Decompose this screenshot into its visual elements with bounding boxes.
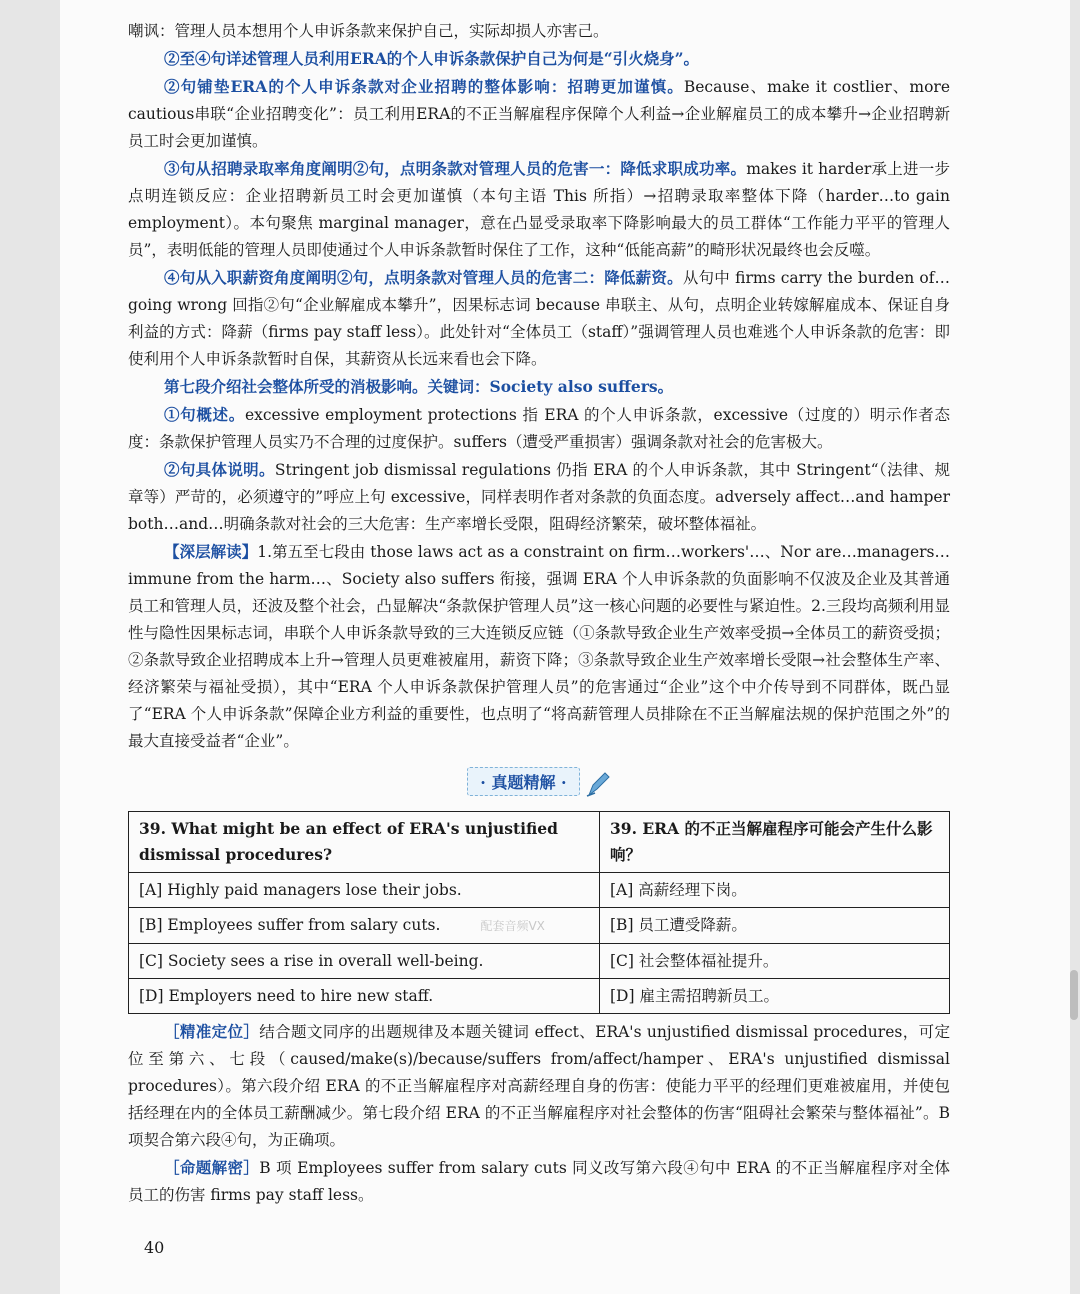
option-c-en: [C] Society sees a rise in overall well-being. <box>129 944 600 979</box>
option-b-zh: [B] 员工遭受降薪。 <box>600 908 950 944</box>
highlighted-text: 第七段介绍社会整体所受的消极影响。关键词：Society also suffers。 <box>164 377 674 396</box>
highlighted-text: ③句从招聘录取率角度阐明②句，点明条款对管理人员的危害一：降低求职成功率。 <box>164 159 747 178</box>
body-text: 从句中 firms carry the burden of…going wrong 回指②句“企业解雇成本攀升”，因果标志词 because 串联主、从句，点明企业转嫁解雇成本、保证自身利益的方式：降薪（firms pay staff less）。此处针对“全体员工（staff）”强调管理人员也难逃个人申诉条款的危害：即使利用个人申诉条款暂时自保，其薪资从长远来看也会下降。 <box>128 269 950 368</box>
highlighted-text: ［命题解密］ <box>164 1158 260 1177</box>
body-text: 1.第五至七段由 those laws act as a constraint on firm…workers'…、Nor are…managers…immune from the harm…、Society also suffers 衔接，强调 ERA 个人申诉条款的负面影响不仅波及企业及其普通员工和管理人员，还波及整个社会，凸显解决“条款保护管理人员”这一核心问题的必要性与紧迫性。2.三段均高频利用显性与隐性因果标志词，串联个人申诉条款导致的三大连锁反应链（①条款导致企业生产效率受损→全体员工的薪资受损；②条款导致企业招聘成本上升→管理人员更难被雇用，薪资下降；③条款导致企业生产效率增长受限→社会整体生产率、经济繁荣与福祉受损），其中“ERA 个人申诉条款保护管理人员”的危害通过“企业”这个中介传导到不同群体，既凸显了“ERA 个人申诉条款”保障企业方利益的重要性，也点明了“将高薪管理人员排除在不正当解雇法规的保护范围之外”的最大直接受益者“企业”。 <box>128 543 950 750</box>
highlighted-text: ④句从入职薪资角度阐明②句，点明条款对管理人员的危害二：降低薪资。 <box>164 268 683 287</box>
highlighted-text: ①句概述。 <box>164 405 245 424</box>
option-row <box>129 908 950 944</box>
option-d-en: [D] Employers need to hire new staff. <box>129 979 600 1014</box>
highlighted-text: ②句铺垫ERA的个人申诉条款对企业招聘的整体影响：招聘更加谨慎。 <box>164 77 684 96</box>
scrollbar-thumb[interactable] <box>1070 970 1078 1020</box>
document-page <box>60 0 1070 1294</box>
analysis-paragraphs <box>128 18 950 755</box>
highlighted-text: ②句具体说明。 <box>164 460 275 479</box>
explanation-paragraphs <box>128 1018 950 1209</box>
option-row <box>129 873 950 908</box>
question-table <box>128 811 950 1014</box>
paragraph <box>128 1154 950 1209</box>
paragraph <box>128 456 950 538</box>
body-text: 结合题文同序的出题规律及本题关键词 effect、ERA's unjustified dismissal procedures，可定位至第六、七段（caused/make(s)/because/suffers from/affect/hamper、ERA's unjustified dismissal procedures）。第六段介绍 ERA 的不正当解雇程序对高薪经理自身的伤害：使能力平平的经理们更难被雇用，并使包括经理在内的全体员工薪酬减少。第七段介绍 ERA 的不正当解雇程序对社会整体的伤害“阻碍社会繁荣与整体福祉”。B 项契合第六段④句，为正确项。 <box>128 1023 950 1149</box>
body-text: makes it harder承上进一步点明连锁反应：企业招聘新员工时会更加谨慎（本句主语 This 所指）→招聘录取率整体下降（harder…to gain employment）。本句聚焦 marginal manager，意在凸显受录取率下降影响最大的员工群体“工作能力平平的管理人员”，表明低能的管理人员即使通过个人申诉条款暂时保住了工作，这种“低能高薪”的畸形状况最终也会反噬。 <box>128 160 950 259</box>
option-b-en: [B] Employees suffer from salary cuts. <box>139 916 441 934</box>
paragraph <box>128 18 950 45</box>
paragraph <box>128 73 950 155</box>
body-text: Stringent job dismissal regulations 仍指 ERA 的个人申诉条款，其中 Stringent“（法律、规章等）严苛的，必须遵守的”呼应上句 excessive，同样表明作者对条款的负面态度。adversely affect…and hamper both…and…明确条款对社会的三大危害：生产率增长受限，阻碍经济繁荣，破坏整体福祉。 <box>128 461 950 533</box>
highlighted-text: ［精准定位］ <box>164 1022 260 1041</box>
section-heading-label: · 真题精解 · <box>467 767 579 796</box>
option-b-en-cell <box>129 908 600 944</box>
pen-icon <box>585 771 611 797</box>
option-row <box>129 944 950 979</box>
paragraph <box>128 538 950 755</box>
paragraph <box>128 155 950 264</box>
section-heading <box>128 767 950 799</box>
body-text: excessive employment protections 指 ERA 的个人申诉条款，excessive（过度的）明示作者态度：条款保护管理人员实乃不合理的过度保护。suffers（遭受严重损害）强调条款对社会的危害极大。 <box>128 406 950 451</box>
question-stem-zh: 39. ERA 的不正当解雇程序可能会产生什么影响？ <box>600 812 950 873</box>
paragraph <box>128 401 950 456</box>
option-a-zh: [A] 高薪经理下岗。 <box>600 873 950 908</box>
paragraph <box>128 373 950 401</box>
highlighted-text: ②至④句详述管理人员利用ERA的个人申诉条款保护自己为何是“引火烧身”。 <box>164 49 700 68</box>
option-row <box>129 979 950 1014</box>
paragraph <box>128 1018 950 1154</box>
page-number: 40 <box>144 1238 165 1257</box>
body-text: 嘲讽：管理人员本想用个人申诉条款来保护自己，实际却损人亦害己。 <box>128 22 609 40</box>
highlighted-text: 【深层解读】 <box>164 542 258 561</box>
option-c-zh: [C] 社会整体福祉提升。 <box>600 944 950 979</box>
option-a-en: [A] Highly paid managers lose their jobs. <box>129 873 600 908</box>
body-text: Because、make it costlier、more cautious串联“企业招聘变化”：员工利用ERA的不正当解雇程序保障个人利益→企业解雇员工的成本攀升→企业招聘新员工时会更加谨慎。 <box>128 78 950 150</box>
watermark: 配套音频VX <box>480 919 545 933</box>
question-stem-en: 39. What might be an effect of ERA's unjustified dismissal procedures? <box>129 812 600 873</box>
question-stem-row <box>129 812 950 873</box>
page-content <box>128 18 950 1209</box>
body-text: B 项 Employees suffer from salary cuts 同义改写第六段④句中 ERA 的不正当解雇程序对全体员工的伤害 firms pay staff less。 <box>128 1159 950 1204</box>
paragraph <box>128 264 950 373</box>
option-d-zh: [D] 雇主需招聘新员工。 <box>600 979 950 1014</box>
paragraph <box>128 45 950 73</box>
